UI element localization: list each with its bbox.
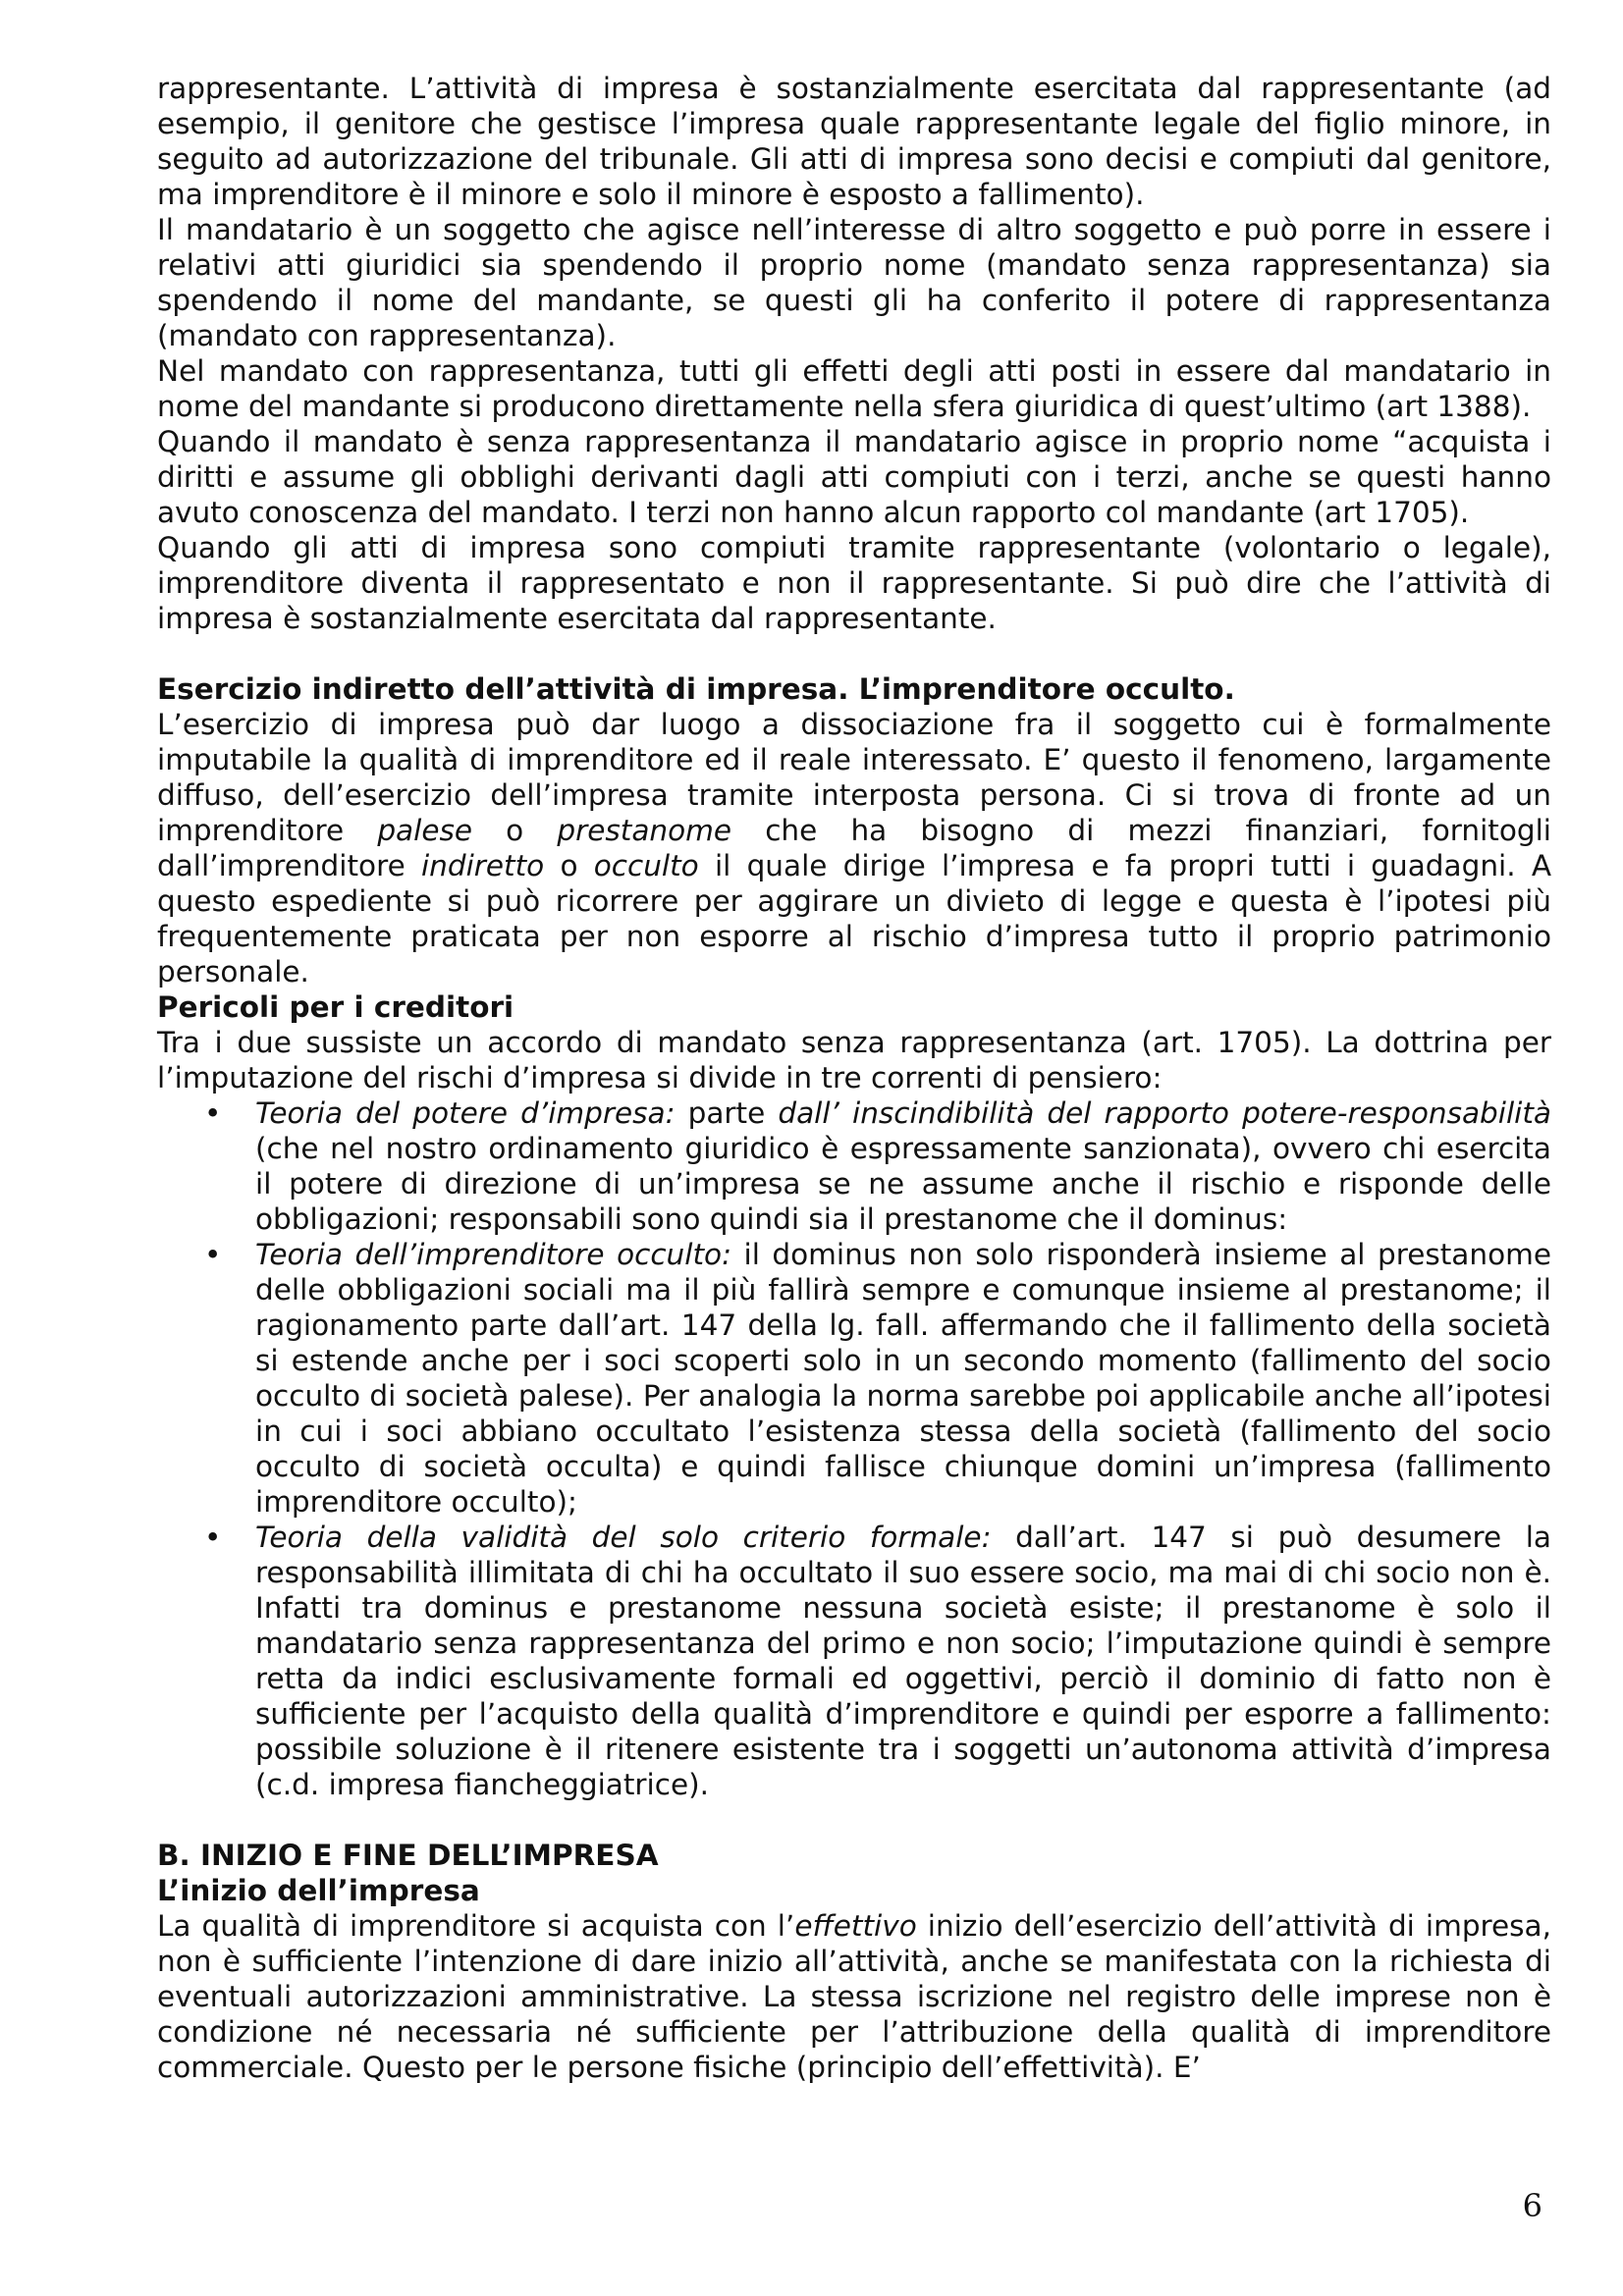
text-run: parte: [675, 1096, 779, 1130]
paragraph-rappresentante: rappresentante. L’attività di impresa è sostanzialmente esercitata dal rappresentante (ad esempio, il genitore che gestisce l’impresa quale rappresentante legale del figlio minore, in seguito ad autorizzazione del tribunale. Gli atti di impresa sono decisi e compiuti dal genitore, ma imprenditore è il minore e solo il minore è esposto a fallimento).: [157, 72, 1551, 211]
list-item: [157, 1237, 1551, 1520]
theory-title: Teoria della validità del solo criterio formale:: [255, 1521, 992, 1554]
list-item: [157, 1095, 1551, 1237]
text-run: il dominus non solo risponderà insieme al prestanome delle obbligazioni sociali ma il più fallirà sempre e comunque insieme al prestanome; il ragionamento parte dall’art. 147 della lg. fall. affermando che il fallimento della società si estende anche per i soci scoperti solo in un secondo momento (fallimento del socio occulto di società palese). Per analogia la norma sarebbe poi applicabile anche all’ipotesi in cui i soci abbiano occultato l’esistenza stessa della società (fallimento del socio occulto di società occulta) e quindi fallisce chiunque domini un’impresa (fallimento imprenditore occulto);: [255, 1238, 1551, 1519]
paragraph-atti-impresa: Quando gli atti di impresa sono compiuti tramite rappresentante (volontario o legale), imprenditore diventa il rappresentato e non il rappresentante. Si può dire che l’attività di impresa è sostanzialmente esercitata dal rappresentante.: [157, 531, 1551, 635]
paragraph-mandato-con-rappresentanza: Nel mandato con rappresentanza, tutti gli effetti degli atti posti in essere dal mandatario in nome del mandante si producono direttamente nella sfera giuridica di quest’ultimo (art 1388).: [157, 354, 1551, 423]
theory-title: Teoria dell’imprenditore occulto:: [255, 1238, 732, 1271]
italic-run: indiretto: [420, 849, 545, 882]
text-run: La qualità di imprenditore si acquista con l’: [157, 1909, 795, 1943]
italic-run: occulto: [593, 849, 699, 882]
text-run: inizio dell’esercizio dell’attività di impresa, non è sufficiente l’intenzione di dare inizio all’attività, anche se manifestata con la richiesta di eventuali autorizzazioni amministrative. La stessa iscrizione nel registro delle imprese non è condizione né necessaria né sufficiente per l’attribuzione della qualità di imprenditore commerciale. Questo per le persone fisiche (principio dell’effettività). E’: [157, 1909, 1551, 2084]
italic-run: palese: [377, 814, 472, 847]
text-run: (che nel nostro ordinamento giuridico è espressamente sanzionata), ovvero chi esercita il potere di direzione di un’impresa se ne assume anche il rischio e risponde delle obbligazioni; responsabili sono quindi sia il prestanome che il dominus:: [255, 1132, 1551, 1236]
spacer: [157, 636, 1551, 671]
bullet-icon: •: [204, 1238, 222, 1271]
paragraph-qualita-imprenditore: [157, 1908, 1551, 2085]
bullet-icon: •: [204, 1521, 222, 1554]
paragraph-mandato-senza-rappresentanza: Quando il mandato è senza rappresentanza il mandatario agisce in proprio nome “acquista i diritti e assume gli obblighi derivanti dagli atti compiuti con i terzi, anche se questi hanno avuto conoscenza del mandato. I terzi non hanno alcun rapporto col mandante (art 1705).: [157, 425, 1551, 529]
document-page: [157, 71, 1551, 2085]
heading-inizio-fine: B. INIZIO E FINE DELL’IMPRESA: [157, 1839, 659, 1872]
spacer: [157, 1802, 1551, 1838]
text-run: dall’art. 147 si può desumere la responsabilità illimitata di chi ha occultato il suo essere socio, ma mai di chi socio non è. Infatti tra dominus e prestanome nessuna società esiste; il prestanome è solo il mandatario senza rappresentanza del primo e non socio; l’imputazione quindi è sempre retta da indici esclusivamente formali ed oggettivi, perciò il dominio di fatto non è sufficiente per l’acquisto della qualità d’imprenditore e quindi per esporre a fallimento: possibile soluzione è il ritenere esistente tra i soggetti un’autonoma attività d’impresa (c.d. impresa fiancheggiatrice).: [255, 1521, 1552, 1801]
list-item: [157, 1520, 1551, 1802]
heading-inizio-impresa: L’inizio dell’impresa: [157, 1874, 480, 1907]
theory-list: [157, 1095, 1551, 1802]
text-run: L’esercizio di impresa può dar luogo a dissociazione fra il soggetto cui è formalmente imputabile la qualità di imprenditore ed il reale interessato. E’ questo il fenomeno, largamente diffuso, dell’esercizio dell’impresa tramite interposta persona. Ci si trova di fronte ad un imprenditore: [157, 708, 1551, 847]
heading-pericoli-creditori: Pericoli per i creditori: [157, 990, 514, 1024]
italic-run: prestanome: [557, 814, 732, 847]
paragraph-accordo-mandato: Tra i due sussiste un accordo di mandato senza rappresentanza (art. 1705). La dottrina per l’imputazione del rischi d’impresa si divide in tre correnti di pensiero:: [157, 1026, 1551, 1095]
page-number: 6: [1522, 2187, 1542, 2224]
theory-title: Teoria del potere d’impresa:: [255, 1096, 676, 1130]
text-run: o: [472, 814, 558, 847]
text-run: che ha bisogno di mezzi finanziari, fornitogli dall’imprenditore: [157, 814, 1552, 882]
text-run: o: [544, 849, 594, 882]
italic-run: effettivo: [794, 1909, 917, 1943]
bullet-icon: •: [204, 1096, 222, 1130]
italic-run: dall’ inscindibilità del rapporto potere-responsabilità: [778, 1096, 1552, 1130]
text-run: il quale dirige l’impresa e fa propri tutti i guadagni. A questo espediente si può ricorrere per aggirare un divieto di legge e questa è l’ipotesi più frequentemente praticata per non esporre al rischio d’impresa tutto il proprio patrimonio personale.: [157, 849, 1552, 988]
heading-esercizio-indiretto: Esercizio indiretto dell’attività di impresa. L’imprenditore occulto.: [157, 672, 1235, 706]
paragraph-mandatario: Il mandatario è un soggetto che agisce nell’interesse di altro soggetto e può porre in essere i relativi atti giuridici sia spendendo il proprio nome (mandato senza rappresentanza) sia spendendo il nome del mandante, se questi gli ha conferito il potere di rappresentanza (mandato con rappresentanza).: [157, 213, 1551, 352]
paragraph-esercizio-impresa: [157, 707, 1551, 989]
